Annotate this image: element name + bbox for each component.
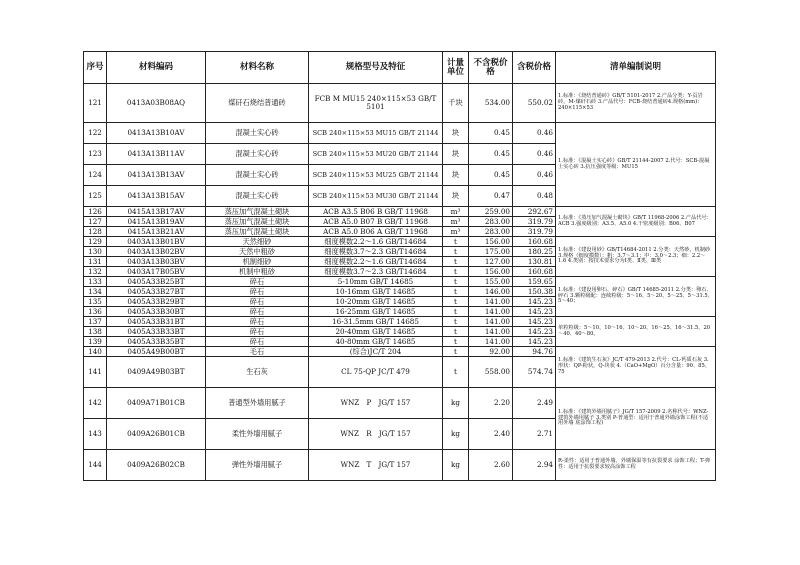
cell-code: 0405A33B35BT [107, 337, 206, 347]
cell-name: 机制中粗砂 [206, 267, 309, 277]
cell-price-incl: 145.23 [513, 327, 556, 337]
cell-code: 0405A33B31BT [107, 317, 206, 327]
cell-price-incl: 0.48 [513, 186, 556, 207]
cell-price-incl: 2.49 [513, 388, 556, 419]
cell-price-incl: 159.65 [513, 277, 556, 287]
cell-price-incl: 0.46 [513, 123, 556, 144]
cell-seq: 132 [84, 267, 107, 277]
cell-note: 1.标准：《建设用卵石、碎石》GB/T 14685-2011 2.分类：卵石、碎石 3.颗粒级配：连续粒级：5～16、5～20、5～25、5～31.5、5～40； [556, 277, 716, 317]
cell-price-excl: 175.00 [469, 247, 513, 257]
cell-seq: 130 [84, 247, 107, 257]
cell-note: 单粒粒级：5～10、10～16、10～20、16～25、16～31.5、20～40、40～80。 [556, 317, 716, 347]
cell-price-incl: 292.67 [513, 207, 556, 217]
cell-spec: CL 75-QP JC/T 479 [309, 357, 443, 388]
cell-code: 0405A49B00BT [107, 347, 206, 357]
cell-price-excl: 0.45 [469, 165, 513, 186]
table-row [84, 277, 716, 287]
header-unit: 计量单位 [443, 52, 469, 84]
cell-code: 0409A26B01CB [107, 419, 206, 450]
cell-price-incl: 0.46 [513, 144, 556, 165]
cell-note: 1.标准：《建设用砂》GB/T14684-2011 2.分类：天然砂，机制砂 3.规格（细度模数）：粗：3.7～3.1；中：3.0～2.3；细：2.2～1.6 4.类别：按技术要求分为Ⅰ类、Ⅱ类、Ⅲ类 [556, 237, 716, 277]
cell-seq: 126 [84, 207, 107, 217]
cell-spec: 细度模数3.7～2.3 GB/T14684 [309, 267, 443, 277]
header-price-excl-tax: 不含税价 格 [469, 52, 513, 84]
cell-unit: t [443, 267, 469, 277]
cell-name: 混凝土实心砖 [206, 123, 309, 144]
cell-seq: 131 [84, 257, 107, 267]
cell-name: 煤矸石烧结普通砖 [206, 84, 309, 123]
cell-spec: 5-10mm GB/T 14685 [309, 277, 443, 287]
cell-seq: 143 [84, 419, 107, 450]
cell-price-excl: 155.00 [469, 277, 513, 287]
cell-code: 0403A13B02BV [107, 247, 206, 257]
cell-price-excl: 259.00 [469, 207, 513, 217]
header-row [84, 52, 716, 84]
cell-code: 0405A33B33BT [107, 327, 206, 337]
table-row [84, 123, 716, 144]
cell-spec: 16-25mm GB/T 14685 [309, 307, 443, 317]
cell-name: 碎石 [206, 327, 309, 337]
cell-seq: 141 [84, 357, 107, 388]
cell-code: 0415A13B19AV [107, 217, 206, 227]
cell-price-incl: 319.79 [513, 217, 556, 227]
cell-code: 0413A13B15AV [107, 186, 206, 207]
cell-name: 弹性外墙用腻子 [206, 450, 309, 481]
cell-name: 碎石 [206, 277, 309, 287]
cell-price-excl: 0.47 [469, 186, 513, 207]
cell-seq: 136 [84, 307, 107, 317]
cell-price-incl: 0.46 [513, 165, 556, 186]
cell-spec: WNZ T JG/T 157 [309, 450, 443, 481]
table-row [84, 388, 716, 419]
cell-code: 0403A13B03BV [107, 257, 206, 267]
cell-unit: t [443, 337, 469, 347]
cell-price-incl: 145.23 [513, 317, 556, 327]
cell-seq: 123 [84, 144, 107, 165]
cell-spec: WNZ P JG/T 157 [309, 388, 443, 419]
cell-code: 0405A33B29BT [107, 297, 206, 307]
cell-unit: m³ [443, 227, 469, 237]
cell-spec: ACB A5.0 B07 B GB/T 11968 [309, 217, 443, 227]
cell-price-incl: 574.74 [513, 357, 556, 388]
cell-spec: SCB 240×115×53 MU20 GB/T 21144 [309, 144, 443, 165]
cell-name: 柔性外墙用腻子 [206, 419, 309, 450]
cell-unit: 块 [443, 186, 469, 207]
cell-price-excl: 141.00 [469, 327, 513, 337]
cell-name: 毛石 [206, 347, 309, 357]
cell-code: 0413A13B13AV [107, 165, 206, 186]
cell-unit: m³ [443, 217, 469, 227]
cell-spec: 16-31.5mm GB/T 14685 [309, 317, 443, 327]
cell-spec: 20-40mm GB/T 14685 [309, 327, 443, 337]
cell-price-incl: 160.68 [513, 267, 556, 277]
cell-name: 蒸压加气混凝土砌块 [206, 207, 309, 217]
cell-seq: 144 [84, 450, 107, 481]
cell-seq: 128 [84, 227, 107, 237]
cell-price-excl: 534.00 [469, 84, 513, 123]
cell-price-excl: 0.45 [469, 123, 513, 144]
cell-spec: 细度模数2.2～1.6 GB/T14684 [309, 257, 443, 267]
cell-name: 碎石 [206, 307, 309, 317]
cell-spec: 细度模数3.7～2.3 GB/T14684 [309, 247, 443, 257]
cell-spec: SCB 240×115×53 MU30 GB/T 21144 [309, 186, 443, 207]
cell-code: 0415A13B17AV [107, 207, 206, 217]
cell-spec: (综合)JC/T 204 [309, 347, 443, 357]
cell-price-excl: 283.00 [469, 217, 513, 227]
cell-price-incl: 145.23 [513, 297, 556, 307]
cell-unit: t [443, 247, 469, 257]
cell-name: 碎石 [206, 287, 309, 297]
cell-price-excl: 2.40 [469, 419, 513, 450]
cell-code: 0413A13B10AV [107, 123, 206, 144]
cell-price-incl: 319.79 [513, 227, 556, 237]
cell-name: 普通型外墙用腻子 [206, 388, 309, 419]
header-notes: 清单编制说明 [556, 52, 716, 84]
header-name: 材料名称 [206, 52, 309, 84]
cell-unit: t [443, 277, 469, 287]
cell-unit: t [443, 327, 469, 337]
cell-spec: 40-80mm GB/T 14685 [309, 337, 443, 347]
cell-unit: 块 [443, 123, 469, 144]
table-row [84, 450, 716, 481]
cell-seq: 124 [84, 165, 107, 186]
cell-price-excl: 2.20 [469, 388, 513, 419]
header-spec: 规格型号及特征 [309, 52, 443, 84]
cell-price-incl: 94.76 [513, 347, 556, 357]
cell-seq: 134 [84, 287, 107, 297]
header-price-incl-tax: 含税价格 [513, 52, 556, 84]
cell-price-excl: 141.00 [469, 297, 513, 307]
cell-note: 1.标准：《蒸压加气混凝土砌块》GB/T 11968-2006 2.产品代号：ACB 3.强度级别：A3.5、A5.0 4.干密度级别：B06、B07 [556, 207, 716, 237]
cell-unit: 块 [443, 144, 469, 165]
cell-name: 碎石 [206, 297, 309, 307]
cell-note: R-柔性：适用于普通外墙、外墙保温等有抗裂要求 涂饰工程；T-弹性：适用于抗裂要求较高涂饰工程 [556, 450, 716, 481]
cell-unit: kg [443, 419, 469, 450]
cell-seq: 122 [84, 123, 107, 144]
cell-name: 天然中粗砂 [206, 247, 309, 257]
cell-price-incl: 145.23 [513, 307, 556, 317]
cell-price-excl: 156.00 [469, 267, 513, 277]
cell-seq: 142 [84, 388, 107, 419]
cell-code: 0415A13B21AV [107, 227, 206, 237]
cell-unit: t [443, 317, 469, 327]
cell-note: 1.标准：《烧结普通砖》GB/T 5101-2017 2.产品分类：Y-页岩砖，M-煤矸石砖 3.产品代号：FCB-烧结普通砖4.规格(mm)：240×115×53 [556, 84, 716, 123]
cell-spec: FCB M MU15 240×115×53 GB/T 5101 [309, 84, 443, 123]
cell-spec: SCB 240×115×53 MU25 GB/T 21144 [309, 165, 443, 186]
cell-unit: 块 [443, 165, 469, 186]
table-row [84, 347, 716, 357]
cell-unit: 千块 [443, 84, 469, 123]
cell-name: 机制细砂 [206, 257, 309, 267]
cell-price-excl: 141.00 [469, 317, 513, 327]
materials-price-table [83, 51, 716, 481]
cell-spec: 细度模数2.2～1.6 GB/T14684 [309, 237, 443, 247]
cell-seq: 121 [84, 84, 107, 123]
cell-unit: kg [443, 450, 469, 481]
cell-spec: 10-16mm GB/T 14685 [309, 287, 443, 297]
cell-code: 0413A13B11AV [107, 144, 206, 165]
cell-price-incl: 130.81 [513, 257, 556, 267]
cell-unit: t [443, 357, 469, 388]
cell-price-excl: 141.00 [469, 307, 513, 317]
cell-price-incl: 145.23 [513, 337, 556, 347]
table-row [84, 84, 716, 123]
cell-price-excl: 558.00 [469, 357, 513, 388]
table-row [84, 207, 716, 217]
cell-price-excl: 92.00 [469, 347, 513, 357]
cell-code: 0409A49B03BT [107, 357, 206, 388]
cell-code: 0405A33B27BT [107, 287, 206, 297]
cell-price-incl: 550.02 [513, 84, 556, 123]
cell-unit: t [443, 257, 469, 267]
cell-price-incl: 2.94 [513, 450, 556, 481]
cell-price-excl: 2.60 [469, 450, 513, 481]
cell-price-incl: 160.68 [513, 237, 556, 247]
cell-name: 天然细砂 [206, 237, 309, 247]
cell-seq: 125 [84, 186, 107, 207]
cell-price-excl: 127.00 [469, 257, 513, 267]
cell-seq: 137 [84, 317, 107, 327]
cell-note: 1.标准：《混凝土实心砖》GB/T 21144-2007 2.代号：SCB-混凝土实心砖 3.抗压强度等级：MU15 [556, 123, 716, 207]
cell-name: 蒸压加气混凝土砌块 [206, 217, 309, 227]
cell-code: 0405A33B25BT [107, 277, 206, 287]
cell-unit: t [443, 237, 469, 247]
cell-price-excl: 283.00 [469, 227, 513, 237]
cell-name: 碎石 [206, 337, 309, 347]
cell-seq: 129 [84, 237, 107, 247]
cell-code: 0403A13B01BV [107, 237, 206, 247]
cell-unit: t [443, 287, 469, 297]
cell-price-excl: 146.00 [469, 287, 513, 297]
cell-code: 0409A71B01CB [107, 388, 206, 419]
cell-name: 碎石 [206, 317, 309, 327]
cell-unit: t [443, 347, 469, 357]
cell-price-incl: 180.25 [513, 247, 556, 257]
cell-unit: kg [443, 388, 469, 419]
cell-spec: SCB 240×115×53 MU15 GB/T 21144 [309, 123, 443, 144]
cell-seq: 138 [84, 327, 107, 337]
cell-seq: 140 [84, 347, 107, 357]
cell-price-excl: 156.00 [469, 237, 513, 247]
cell-name: 混凝土实心砖 [206, 144, 309, 165]
cell-unit: t [443, 297, 469, 307]
cell-name: 混凝土实心砖 [206, 186, 309, 207]
cell-note: 1.标准：《建筑外墙用腻子》JG/T 157-2009 2.名称代号：WNZ-建筑外墙用腻子 3.类别 P-普通型：适用于普通外墙涂饰工程(不适用外墙 底涂饰工程) [556, 388, 716, 450]
cell-spec: ACB A3.5 B06 B GB/T 11968 [309, 207, 443, 217]
table-row [84, 317, 716, 327]
cell-spec: ACB A5.0 B06 A GB/T 11968 [309, 227, 443, 237]
cell-spec: WNZ R JG/T 157 [309, 419, 443, 450]
cell-price-excl: 0.45 [469, 144, 513, 165]
header-seq: 序号 [84, 52, 107, 84]
cell-seq: 139 [84, 337, 107, 347]
cell-name: 生石灰 [206, 357, 309, 388]
cell-price-incl: 2.71 [513, 419, 556, 450]
cell-name: 混凝土实心砖 [206, 165, 309, 186]
cell-seq: 133 [84, 277, 107, 287]
cell-price-incl: 150.38 [513, 287, 556, 297]
cell-seq: 135 [84, 297, 107, 307]
cell-spec: 10-20mm GB/T 14685 [309, 297, 443, 307]
cell-unit: m³ [443, 207, 469, 217]
cell-code: 0413A03B08AQ [107, 84, 206, 123]
cell-seq: 127 [84, 217, 107, 227]
header-code: 材料编码 [107, 52, 206, 84]
table-row [84, 237, 716, 247]
cell-code: 0403A17B05BV [107, 267, 206, 277]
cell-price-excl: 141.00 [469, 337, 513, 347]
cell-code: 0409A26B02CB [107, 450, 206, 481]
cell-note: 1.标准：《建筑生石灰》JC/T 479-2013 2.代号：CL-钙质石灰 3.形状：QP-粉状，Q-块状 4.（CaO+MgO）百分含量：90、85、75 [556, 347, 716, 388]
cell-unit: t [443, 307, 469, 317]
cell-code: 0405A33B30BT [107, 307, 206, 317]
cell-name: 蒸压加气混凝土砌块 [206, 227, 309, 237]
